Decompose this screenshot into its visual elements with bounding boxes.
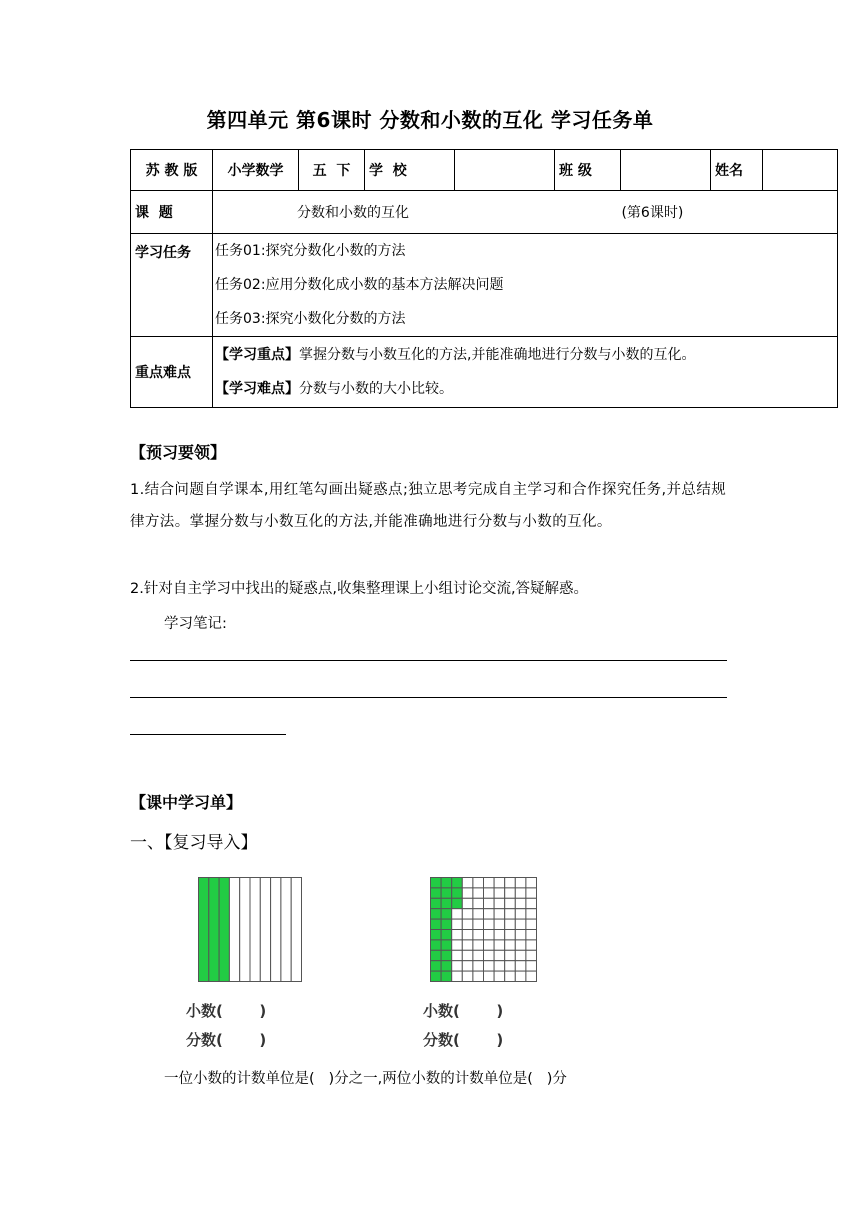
shaded-cell [441, 940, 452, 950]
shaded-cell [431, 971, 442, 981]
grid-cell [473, 909, 484, 919]
grid-cell [515, 888, 526, 898]
shaded-strip [199, 878, 209, 982]
shaded-cell [431, 930, 442, 940]
shaded-cell [441, 930, 452, 940]
grid-cell [484, 888, 495, 898]
grid-cell [505, 971, 516, 981]
grid-cell [505, 898, 516, 908]
lesson-text: (第6课时) [621, 205, 684, 221]
page-title: 第四单元 第6课时 分数和小数的互化 学习任务单 [206, 108, 654, 132]
topic-cell [213, 191, 838, 234]
grid-cell [526, 878, 537, 888]
shaded-cell [441, 961, 452, 971]
grid-cell [484, 940, 495, 950]
grid-cell [494, 909, 505, 919]
hard-point-tag: 【学习难点】 [215, 381, 299, 397]
shaded-cell [431, 919, 442, 929]
shaded-cell [431, 909, 442, 919]
strip [240, 878, 250, 982]
shaded-cell [441, 909, 452, 919]
grid-cell [526, 930, 537, 940]
grid-cell [452, 961, 463, 971]
info-table [130, 149, 838, 408]
grid-cell [462, 940, 473, 950]
fraction-label: 分数( ) [423, 1031, 504, 1049]
grid-cell [515, 930, 526, 940]
fraction-label: 分数( ) [186, 1031, 267, 1049]
grid-cell [515, 909, 526, 919]
grid-cell [452, 919, 463, 929]
shaded-cell [431, 950, 442, 960]
grid-cell [473, 919, 484, 929]
task-item: 任务01:探究分数化小数的方法 [215, 243, 406, 259]
grid-cell [484, 961, 495, 971]
grid-cell [452, 940, 463, 950]
topic-label: 课 题 [131, 191, 213, 234]
shaded-cell [452, 888, 463, 898]
grid-cell [452, 930, 463, 940]
shaded-cell [431, 940, 442, 950]
strip [229, 878, 239, 982]
grid-cell [505, 930, 516, 940]
key-point [215, 338, 835, 372]
grid-cell [484, 930, 495, 940]
grid-cell [452, 971, 463, 981]
grid-cell [515, 961, 526, 971]
grid-cell [494, 961, 505, 971]
preview-heading: 【预习要领】 [130, 443, 227, 462]
grid-cell [505, 909, 516, 919]
grid-cell [505, 961, 516, 971]
grid-cell [526, 919, 537, 929]
name-label: 姓名 [711, 150, 763, 191]
grid-cell [505, 878, 516, 888]
grid-cell [462, 909, 473, 919]
grid-cell [462, 919, 473, 929]
strip [281, 878, 291, 982]
strip [260, 878, 270, 982]
grid-cell [494, 940, 505, 950]
grid-cell [462, 950, 473, 960]
notes-label: 学习笔记: [164, 616, 227, 632]
grid-cell [505, 919, 516, 929]
class-sheet-heading: 【课中学习单】 [130, 793, 243, 812]
grid-cell [484, 971, 495, 981]
focus-label: 重点难点 [131, 337, 213, 408]
shaded-cell [431, 898, 442, 908]
grid-cell [494, 888, 505, 898]
grid-cell [515, 898, 526, 908]
subject-cell: 小学数学 [213, 150, 299, 191]
grid-cell [515, 971, 526, 981]
grid-cell [473, 971, 484, 981]
shaded-strip [219, 878, 229, 982]
grid-cell [526, 888, 537, 898]
grid-cell [462, 961, 473, 971]
grid-cell [526, 909, 537, 919]
grid-cell [515, 950, 526, 960]
grid-cell [473, 888, 484, 898]
notes-line[interactable] [130, 697, 727, 698]
shaded-cell [431, 961, 442, 971]
preview-item-2: 2.针对自主学习中找出的疑惑点,收集整理课上小组讨论交流,答疑解惑。 [130, 581, 589, 597]
strip [250, 878, 260, 982]
task-item: 任务02:应用分数化成小数的基本方法解决问题 [215, 277, 504, 293]
topic-text: 分数和小数的互化 [297, 205, 409, 221]
grid-cell [526, 898, 537, 908]
grid-cell [494, 919, 505, 929]
grid-cell [473, 878, 484, 888]
decimal-label: 小数( ) [186, 1002, 267, 1020]
grid-cell [473, 898, 484, 908]
grid-cell [484, 919, 495, 929]
grid-cell [505, 940, 516, 950]
grid-cell [484, 878, 495, 888]
grid-cell [462, 878, 473, 888]
grid-cell [515, 919, 526, 929]
task-item: 任务03:探究小数化分数的方法 [215, 311, 406, 327]
strip [291, 878, 301, 982]
grid-cell [526, 971, 537, 981]
shaded-cell [441, 878, 452, 888]
grid-cell [452, 909, 463, 919]
grid-cell [505, 950, 516, 960]
tasks-label: 学习任务 [131, 234, 213, 337]
grid-cell [484, 950, 495, 960]
grid-cell [505, 888, 516, 898]
grid-cell [494, 971, 505, 981]
shaded-cell [431, 878, 442, 888]
hundredths-grid [430, 877, 537, 982]
publisher-cell: 苏 教 版 [131, 150, 213, 191]
grid-cell [494, 930, 505, 940]
shaded-cell [441, 950, 452, 960]
key-point-tag: 【学习重点】 [215, 347, 299, 363]
key-point-text: 掌握分数与小数互化的方法,并能准确地进行分数与小数的互化。 [299, 347, 696, 363]
review-heading: 一、【复习导入】 [130, 833, 258, 853]
grid-cell [494, 898, 505, 908]
notes-line[interactable] [130, 660, 727, 661]
counting-unit-text: 一位小数的计数单位是( )分之一,两位小数的计数单位是( )分 [164, 1071, 567, 1087]
grid-cell [484, 909, 495, 919]
focus-cell [213, 337, 838, 408]
grid-cell [473, 950, 484, 960]
grid-cell [526, 950, 537, 960]
grid-cell [494, 878, 505, 888]
class-field[interactable] [621, 150, 711, 191]
grid-cell [473, 961, 484, 971]
grid-cell [462, 888, 473, 898]
grid-cell [462, 898, 473, 908]
grid-cell [494, 950, 505, 960]
tenths-grid [198, 877, 302, 982]
decimal-label: 小数( ) [423, 1002, 504, 1020]
shaded-cell [441, 919, 452, 929]
grid-cell [462, 930, 473, 940]
shaded-cell [441, 898, 452, 908]
notes-line[interactable] [130, 734, 286, 735]
hard-point [215, 372, 835, 406]
grid-cell [473, 940, 484, 950]
grid-cell [515, 878, 526, 888]
hard-point-text: 分数与小数的大小比较。 [299, 381, 453, 397]
shaded-cell [452, 898, 463, 908]
preview-item-1: 1.结合问题自学课本,用红笔勾画出疑惑点;独立思考完成自主学习和合作探究任务,并总结规律方法。掌握分数与小数互化的方法,并能准确地进行分数与小数的互化。 [130, 482, 727, 530]
grid-cell [473, 930, 484, 940]
school-label: 学 校 [365, 150, 455, 191]
strip [271, 878, 281, 982]
class-label: 班 级 [555, 150, 621, 191]
grid-cell [484, 898, 495, 908]
grid-cell [452, 950, 463, 960]
grid-cell [526, 961, 537, 971]
shaded-cell [452, 878, 463, 888]
grid-cell [526, 940, 537, 950]
shaded-cell [441, 888, 452, 898]
school-field[interactable] [455, 150, 555, 191]
shaded-cell [431, 888, 442, 898]
shaded-cell [441, 971, 452, 981]
name-field[interactable] [763, 150, 838, 191]
shaded-strip [209, 878, 219, 982]
tasks-cell [213, 234, 838, 337]
grade-cell: 五 下 [299, 150, 365, 191]
grid-cell [515, 940, 526, 950]
grid-cell [462, 971, 473, 981]
